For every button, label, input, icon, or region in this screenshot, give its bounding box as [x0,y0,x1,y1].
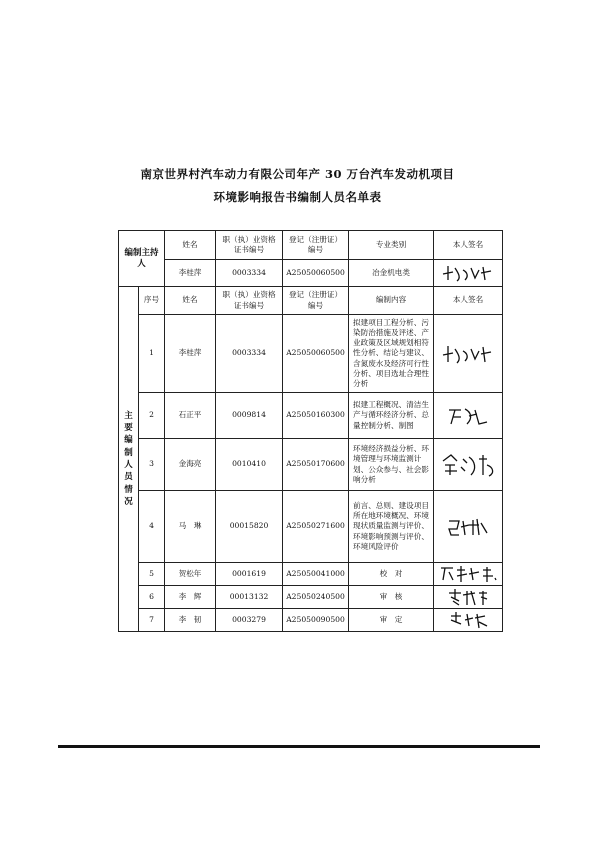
row-name: 贺松年 [165,563,216,586]
row-no: 4 [139,491,165,563]
row-signature [434,315,503,393]
row-reg: A25050060500 [283,315,349,393]
row-cert: 0001619 [216,563,283,586]
personnel-table [118,230,503,632]
page-bottom-rule [58,745,540,748]
row-name: 金海亮 [165,439,216,491]
row-signature [434,563,503,586]
row-reg: A25050160300 [283,393,349,439]
row-cert: 0009814 [216,393,283,439]
header-category: 专业类别 [349,231,434,260]
staff-section-label: 主要编制人员情况 [119,287,139,632]
row-name: 石正平 [165,393,216,439]
row-content: 审 核 [349,586,434,609]
host-category: 冶金机电类 [349,260,434,287]
table-row [119,393,503,439]
row-cert: 0010410 [216,439,283,491]
header-no: 序号 [139,287,165,315]
row-cert: 00015820 [216,491,283,563]
row-signature [434,586,503,609]
header-content: 编制内容 [349,287,434,315]
row-content: 前言、总则、建设项目所在地环境概况、环境现状质量监测与评价、环境影响预测与评价、环境风险评价 [349,491,434,563]
row-no: 3 [139,439,165,491]
row-name: 马 琳 [165,491,216,563]
row-reg: A25050041000 [283,563,349,586]
row-content: 拟建项目工程分析、污染防治措施及评述、产业政策及区域规划相符性分析、结论与建议、含氮废水及经济可行性分析、项目选址合理性分析 [349,315,434,393]
row-signature [434,393,503,439]
row-content: 拟建工程概况、清洁生产与循环经济分析、总量控制分析、制图 [349,393,434,439]
header-signature: 本人签名 [434,231,503,260]
header-cert: 职（执）业资格证书编号 [216,287,283,315]
table-row [119,586,503,609]
row-reg: A25050090500 [283,609,349,632]
host-row [119,260,503,287]
row-no: 2 [139,393,165,439]
header-reg: 登记（注册证）编号 [283,287,349,315]
host-signature [434,260,503,287]
row-name: 李 韧 [165,609,216,632]
row-no: 7 [139,609,165,632]
table-row [119,491,503,563]
row-reg: A25050271600 [283,491,349,563]
row-reg: A25050240500 [283,586,349,609]
header-reg: 登记（注册证）编号 [283,231,349,260]
row-name: 李 辉 [165,586,216,609]
row-signature [434,439,503,491]
header-name: 姓名 [165,231,216,260]
row-cert: 00013132 [216,586,283,609]
table-row [119,609,503,632]
document-subtitle: 环境影响报告书编制人员名单表 [213,190,382,204]
row-signature [434,491,503,563]
row-no: 1 [139,315,165,393]
table-row [119,563,503,586]
row-signature [434,609,503,632]
host-cert: 0003334 [216,260,283,287]
header-cert: 职（执）业资格证书编号 [216,231,283,260]
row-cert: 0003279 [216,609,283,632]
host-section-label: 编制主持人 [119,231,165,287]
row-no: 5 [139,563,165,586]
row-content: 审 定 [349,609,434,632]
table-row [119,439,503,491]
host-name: 李桂萍 [165,260,216,287]
row-name: 李桂萍 [165,315,216,393]
host-reg: A25050060500 [283,260,349,287]
header-signature: 本人签名 [434,287,503,315]
row-content: 校 对 [349,563,434,586]
row-reg: A25050170600 [283,439,349,491]
row-cert: 0003334 [216,315,283,393]
header-name: 姓名 [165,287,216,315]
document-title: 南京世界村汽车动力有限公司年产 30 万台汽车发动机项目 [140,167,455,181]
table-row [119,315,503,393]
row-no: 6 [139,586,165,609]
row-content: 环境经济损益分析、环境管理与环境监测计划、公众参与、社会影响分析 [349,439,434,491]
